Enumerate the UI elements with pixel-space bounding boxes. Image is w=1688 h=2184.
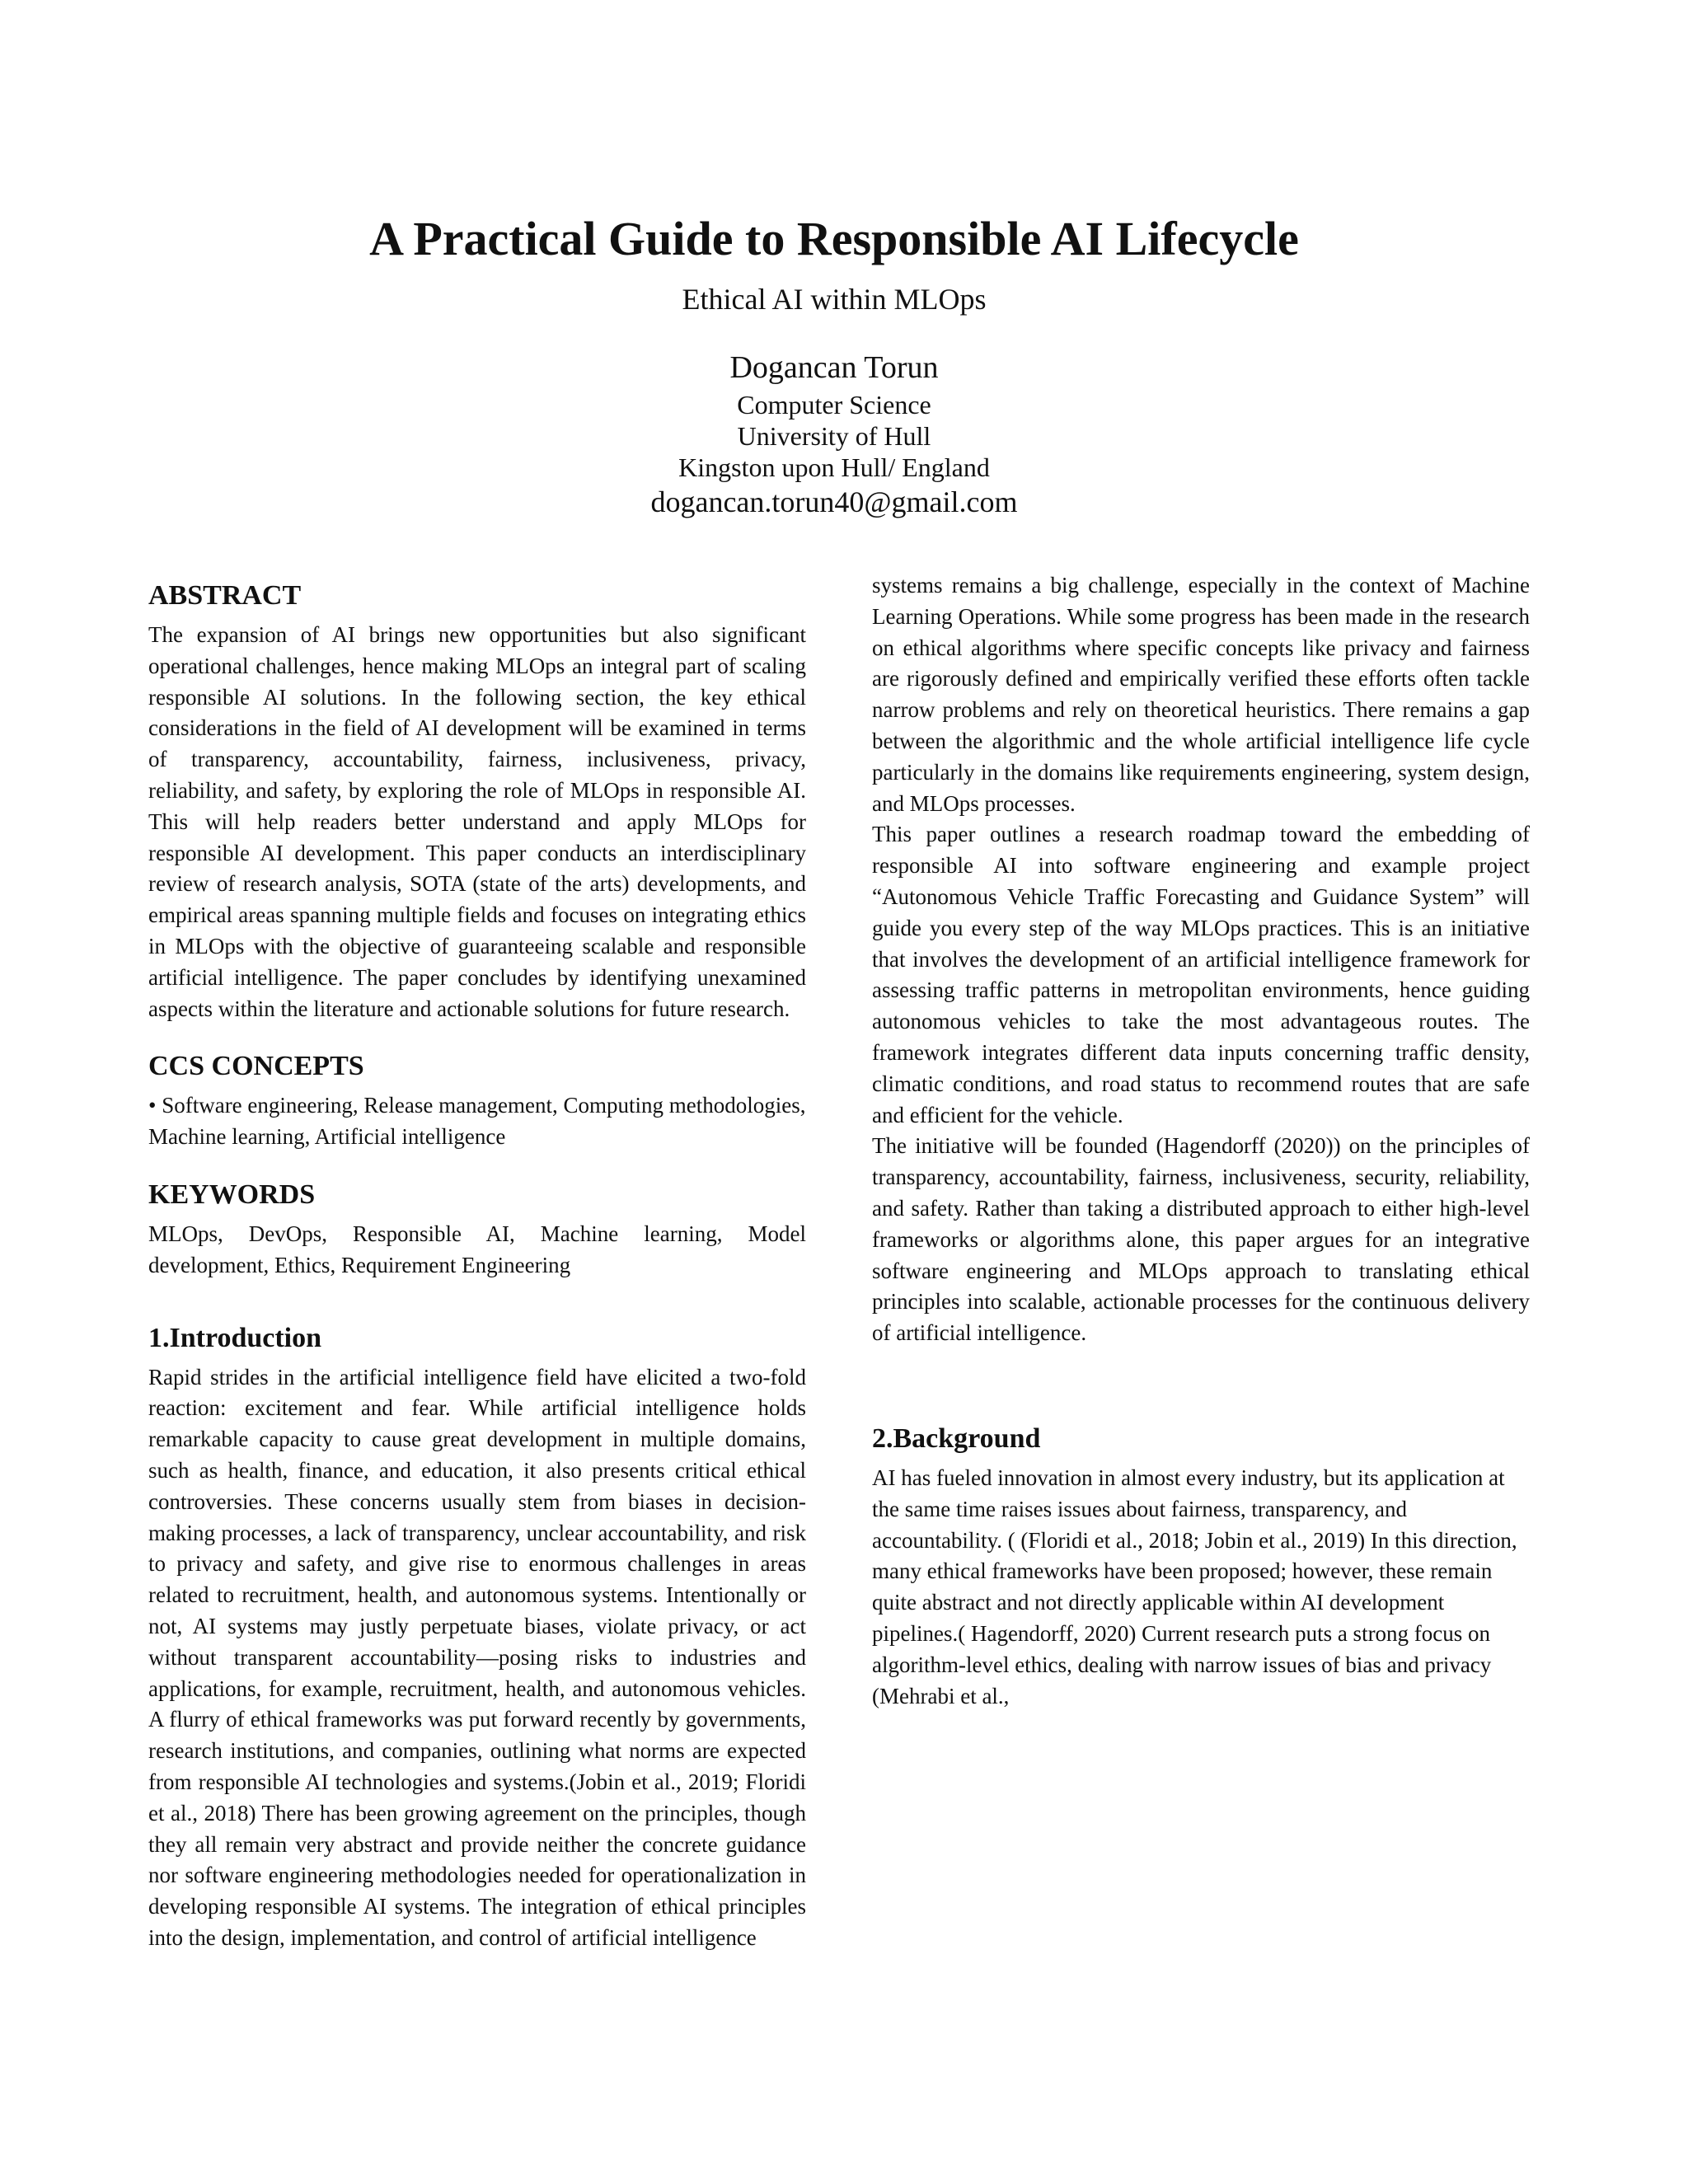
keywords-heading: KEYWORDS [148, 1179, 316, 1210]
ccs-heading: CCS CONCEPTS [148, 1051, 364, 1082]
abstract-text: The expansion of AI brings new opportunities but also significant operational challenges, hence making MLOps an integral part of scaling responsible AI solutions. In the following section, the key ethical considerations in the field of AI development will be examined in terms of transparency, accountability, fairness, inclusiveness, privacy, reliability, and safety, by exploring the role of MLOps in responsible AI. This will help readers better understand and apply MLOps for responsible AI development. This paper conducts an interdisciplinary review of research analysis, SOTA (state of the arts) developments, and empirical areas spanning multiple fields and focuses on integrating ethics in MLOps with the objective of guaranteeing scalable and responsible artificial intelligence. The paper concludes by identifying unexamined aspects within the literature and actionable solutions for future research. [148, 622, 806, 1021]
introduction-heading: 1.Introduction [148, 1322, 322, 1353]
background-heading: 2.Background [872, 1422, 1041, 1454]
author-location: Kingston upon Hull/ England [678, 452, 990, 482]
author-department: Computer Science [737, 390, 931, 419]
left-column [148, 577, 806, 1954]
paper-title: A Practical Guide to Responsible AI Lifecycle [369, 212, 1299, 265]
introduction-paragraph-1-continued: systems remains a big challenge, especially in the context of Machine Learning Operations. While some progress has been made in the research on ethical algorithms where specific concepts like privacy and fairness are rigorously defined and empirically verified these efforts often tackle narrow problems and rely on theoretical heuristics. There remains a gap between the algorithmic and the whole artificial intelligence life cycle particularly in the domains like requirements engineering, system design, and MLOps processes. [872, 573, 1530, 816]
ccs-text: • Software engineering, Release management, Computing methodologies, Machine learning, Artificial intelligence [148, 1093, 806, 1150]
author-block [0, 346, 1668, 521]
introduction-paragraph-1: Rapid strides in the artificial intelligence field have elicited a two-fold reaction: excitement and fear. While artificial intelligence holds remarkable capacity to cause great development in multiple domains, such as health, finance, and education, it also presents critical ethical controversies. These concerns usually stem from biases in decision-making processes, a lack of transparency, unclear accountability, and risk to privacy and safety, and give rise to enormous challenges in areas related to recruitment, health, and autonomous systems. Intentionally or not, AI systems may justly perpetuate biases, violate privacy, or act without transparent accountability—posing risks to industries and applications, for example, recruitment, health, and autonomous vehicles. A flurry of ethical frameworks was put forward recently by governments, research institutions, and companies, outlining what norms are expected from responsible AI technologies and systems.(Jobin et al., 2019; Floridi et al., 2018) There has been growing agreement on the principles, though they all remain very abstract and provide neither the concrete guidance nor software engineering methodologies needed for operationalization in developing responsible AI systems. The integration of ethical principles into the design, implementation, and control of artificial intelligence [148, 1364, 806, 1950]
author-university: University of Hull [737, 421, 931, 451]
introduction-paragraph-3: The initiative will be founded (Hagendorff (2020)) on the principles of transparency, accountability, fairness, inclusiveness, security, reliability, and safety. Rather than taking a distributed approach to either high-level frameworks or algorithms alone, this paper argues for an integrative software engineering and MLOps approach to translating ethical principles into scalable, actionable processes for the continuous delivery of artificial intelligence. [872, 1133, 1530, 1346]
right-column [872, 570, 1530, 1712]
abstract-heading: ABSTRACT [148, 580, 302, 611]
introduction-paragraph-2: This paper outlines a research roadmap toward the embedding of responsible AI into software engineering and example project “Autonomous Vehicle Traffic Forecasting and Guidance System” will guide you every step of the way MLOps practices. This is an initiative that involves the development of an artificial intelligence framework for assessing traffic patterns in metropolitan environments, hence guiding autonomous vehicles to take the most advantageous routes. The framework integrates different data inputs concerning traffic density, climatic conditions, and road status to recommend routes that are safe and efficient for the vehicle. [872, 822, 1530, 1127]
background-text: AI has fueled innovation in almost every industry, but its application at the same time raises issues about fairness, transparency, and accountability. ( (Floridi et al., 2018; Jobin et al., 2019) In this direction, many ethical frameworks have been proposed; however, these remain quite abstract and not directly applicable within AI development pipelines.( Hagendorff, 2020) Current research puts a strong focus on algorithm-level ethics, dealing with narrow issues of bias and privacy (Mehrabi et al., [872, 1465, 1517, 1708]
author-email: dogancan.torun40@gmail.com [650, 485, 1018, 518]
keywords-text: MLOps, DevOps, Responsible AI, Machine learning, Model development, Ethics, Requirement Engineering [148, 1221, 806, 1277]
author-name: Dogancan Torun [729, 350, 939, 385]
paper-subtitle: Ethical AI within MLOps [682, 283, 987, 316]
